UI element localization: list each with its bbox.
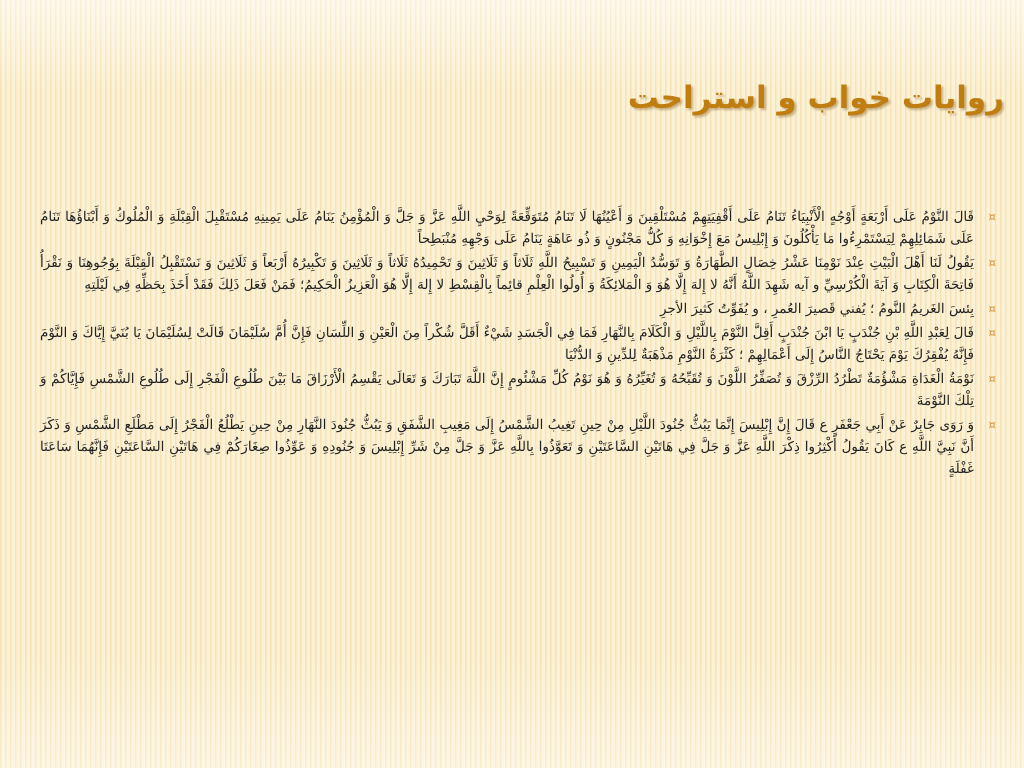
bullet-text: بِئسَ الغَريمُ النَّومُ ؛ يُفني قَصيرَ العُمرِ ، و يُفَوِّتُ كَثيرَ الأجرِ bbox=[659, 301, 974, 317]
bullet-text: قَالَ النَّوْمُ عَلَى أَرْبَعَةٍ أَوْجُهٍ الْأَنْبِيَاءُ تَنَامُ عَلَى أَقْفِيَتِهِمْ مُسْتَلْقِينَ وَ أَعْيُنُهَا لَا تَنَامُ مُتَوَقِّعَةً لِوَحْيِ اللَّهِ عَزَّ وَ جَلَّ وَ الْمُؤْمِنُ يَنَامُ عَلَى يَمِينِهِ مُسْتَقْبِلَ الْقِبْلَةِ وَ الْمُلُوكُ وَ أَبْنَاؤُهَا تَنَامُ عَلَى شَمَائِلِهِمْ لِيَسْتَمْرِءُوا مَا يَأْكُلُونَ وَ إِبْلِيسُ مَعَ إِخْوَانِهِ وَ كُلُّ مَجْنُونٍ وَ ذُو عَاهَةٍ يَنَامُ عَلَى وَجْهِهِ مُنْبَطِحاً bbox=[40, 209, 974, 247]
bullet-text: نَوْمَةُ الْغَدَاةِ مَشْؤُمَةٌ تَطْرُدُ الرِّزْقَ وَ تُصَفِّرُ اللَّوْنَ وَ تُقَبِّحُهُ وَ تُغَيِّرُهُ وَ هُوَ نَوْمُ كُلِّ مَشْئُومٍ إِنَّ اللَّهَ تَبَارَكَ وَ تَعَالَى يَقْسِمُ الْأَرْزَاقَ مَا بَيْنَ طُلُوعِ الْفَجْرِ إِلَى طُلُوعِ الشَّمْسِ فَإِيَّاكُمْ وَ تِلْكَ النَّوْمَةَ bbox=[40, 371, 974, 409]
bullet-list bbox=[40, 206, 1004, 482]
bullet-marker-icon: ¤ bbox=[988, 302, 996, 316]
bullet-item bbox=[40, 414, 1004, 480]
bullet-marker-icon: ¤ bbox=[988, 372, 996, 386]
bullet-marker-icon: ¤ bbox=[988, 210, 996, 224]
bullet-marker-icon: ¤ bbox=[988, 326, 996, 340]
bullet-item bbox=[40, 206, 1004, 250]
bullet-text: قَالَ لِعَبْدِ اللَّهِ بْنِ جُنْدَبٍ يَا ابْنَ جُنْدَبٍ أَقِلَّ النَّوْمَ بِاللَّيْلِ وَ الْكَلَامَ بِالنَّهَارِ فَمَا فِي الْجَسَدِ شَيْءٌ أَقَلَّ شُكْراً مِنَ الْعَيْنِ وَ اللِّسَانِ فَإِنَّ أُمَّ سُلَيْمَانَ قَالَتْ لِسُلَيْمَانَ يَا بُنَيَّ إِيَّاكَ وَ النَّوْمَ فَإِنَّهُ يُفْقِرُكَ يَوْمَ يَحْتَاجُ النَّاسُ إِلَى أَعْمَالِهِمْ ؛ كَثْرَةُ النَّوْمِ مَذْهَبَةٌ لِلدِّينِ وَ الدُّنْيَا bbox=[40, 325, 974, 363]
bullet-item bbox=[40, 368, 1004, 412]
bullet-text: وَ رَوَى جَابِرٌ عَنْ أَبِي جَعْفَرٍ ع قَالَ إِنَّ إِبْلِيسَ إِنَّمَا يَبُثُّ جُنُودَ اللَّيْلِ مِنْ حِينِ تَغِيبُ الشَّمْسُ إِلَى مَغِيبِ الشَّفَقِ وَ يَبُثُّ جُنُودَ النَّهَارِ مِنْ حِينِ يَطْلُعُ الْفَجْرُ إِلَى مَطْلَعِ الشَّمْسِ وَ ذَكَرَ أَنَّ نَبِيَّ اللَّهِ ع كَانَ يَقُولُ أَكْثِرُوا ذِكْرَ اللَّهِ عَزَّ وَ جَلَّ فِي هَاتَيْنِ السَّاعَتَيْنِ وَ تَعَوَّذُوا بِاللَّهِ عَزَّ وَ جَلَّ مِنْ شَرِّ إِبْلِيسَ وَ جُنُودِهِ وَ عَوِّذُوا صِغَارَكُمْ فِي هَاتَيْنِ السَّاعَتَيْنِ فَإِنَّهُمَا سَاعَتَا غَفْلَةٍ bbox=[40, 417, 974, 477]
slide-title: روایات خواب و استراحت bbox=[627, 80, 1004, 116]
bullet-text: يَقُولُ لَنَا أَهْلَ الْبَيْتِ عِنْدَ نَوْمِنَا عَشْرُ خِصَالٍ الطَّهَارَةُ وَ تَوَسُّدُ الْيَمِينِ وَ تَسْبِيحُ اللَّهِ ثَلَاثاً وَ ثَلَاثِينَ وَ تَحْمِيدُهُ ثَلَاثاً وَ ثَلَاثِينَ وَ تَكْبِيرُهُ أَرْبَعاً وَ ثَلَاثِينَ وَ نَسْتَقْبِلُ الْقِبْلَةَ بِوُجُوهِنَا وَ نَقْرَأُ فَاتِحَةَ الْكِتَابِ وَ آيَةَ الْكُرْسِيِّ و آيه شَهِدَ اللَّهُ أَنَّهُ لا إِلهَ إِلَّا هُوَ وَ الْمَلائِكَةُ وَ أُولُوا الْعِلْمِ قائِماً بِالْقِسْطِ لا إِلهَ إِلَّا هُوَ الْعَزِيزُ الْحَكِيمُ؛ فَمَنْ فَعَلَ ذَلِكَ فَقَدْ أَخَذَ بِحَظِّهِ فِي لَيْلَتِهِ bbox=[40, 255, 975, 293]
bullet-item bbox=[40, 252, 1004, 296]
bullet-item bbox=[40, 322, 1004, 366]
bullet-marker-icon: ¤ bbox=[988, 256, 996, 270]
bullet-item bbox=[40, 298, 1004, 320]
bullet-marker-icon: ¤ bbox=[988, 418, 996, 432]
